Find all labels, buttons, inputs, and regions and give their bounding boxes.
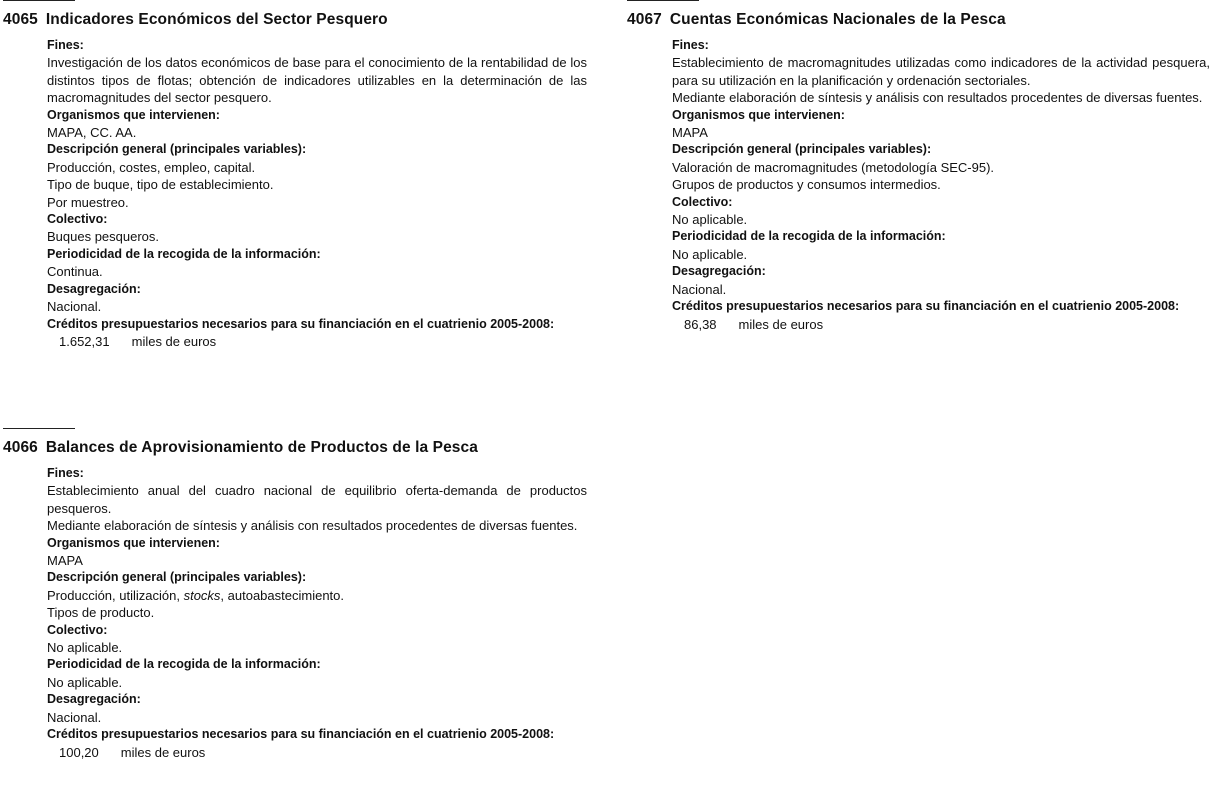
fines-label: Fines:	[47, 38, 84, 52]
periodicidad-label: Periodicidad de la recogida de la información:	[47, 246, 321, 261]
entry-body	[47, 465, 587, 761]
colectivo-text: No aplicable.	[672, 212, 748, 228]
fines-text: Investigación de los datos económicos de base para el conocimiento de la rentabilidad de los distintos tipos de flotas; obtención de indicadores utilizables en la determinación de las macromagnitudes del sector pesquero.	[47, 55, 587, 106]
budget-amount: 86,38	[684, 316, 717, 332]
colectivo-text: No aplicable.	[47, 640, 123, 656]
organismos-text: MAPA, CC. AA.	[47, 125, 137, 141]
entry-title-text: Cuentas Económicas Nacionales de la Pesca	[669, 11, 1006, 28]
colectivo-label: Colectivo:	[47, 212, 108, 227]
desagregacion-label: Desagregación:	[47, 692, 141, 707]
periodicidad-label: Periodicidad de la recogida de la información:	[47, 657, 321, 672]
colectivo-label: Colectivo:	[47, 622, 108, 637]
colectivo-label: Colectivo:	[672, 194, 733, 209]
descripcion-text: Producción, costes, empleo, capital.	[47, 159, 256, 175]
colectivo-text: Buques pesqueros.	[47, 229, 160, 245]
fines-label: Fines:	[672, 38, 709, 52]
budget-unit: miles de euros	[120, 744, 206, 760]
budget-amount-line	[672, 316, 1210, 333]
entry-title-text: Balances de Aprovisionamiento de Productos de la Pesca	[45, 439, 478, 456]
budget-amount: 100,20	[59, 744, 99, 760]
fines-text: Establecimiento anual del cuadro nacional de equilibrio oferta-demanda de productos pesqueros.	[47, 483, 587, 516]
descripcion-pre: Producción, utilización,	[47, 587, 184, 603]
entry-title	[3, 11, 388, 29]
desagregacion-text: Nacional.	[47, 299, 102, 315]
periodicidad-label: Periodicidad de la recogida de la información:	[672, 229, 946, 244]
descripcion-text	[47, 587, 587, 604]
descripcion-label: Descripción general (principales variables):	[47, 570, 307, 585]
fines-text: Mediante elaboración de síntesis y análisis con resultados procedentes de diversas fuentes.	[672, 90, 1203, 106]
entry-title	[627, 11, 1006, 29]
descripcion-text: Valoración de macromagnitudes (metodología SEC-95).	[672, 159, 995, 175]
entry-body	[672, 37, 1210, 333]
section-rule	[3, 428, 75, 429]
descripcion-label: Descripción general (principales variables):	[672, 142, 932, 157]
organismos-text: MAPA	[672, 125, 708, 141]
fines-text: Establecimiento de macromagnitudes utilizadas como indicadores de la actividad pesquera, para su utilización en la planificación y ordenación sectoriales.	[672, 55, 1210, 88]
entry-code: 4066	[3, 439, 38, 456]
organismos-label: Organismos que intervienen:	[47, 535, 220, 550]
organismos-label: Organismos que intervienen:	[47, 107, 220, 122]
budget-amount-line	[47, 333, 587, 350]
creditos-label: Créditos presupuestarios necesarios para su financiación en el cuatrienio 2005-2008:	[47, 316, 555, 331]
creditos-label: Créditos presupuestarios necesarios para su financiación en el cuatrienio 2005-2008:	[47, 727, 555, 742]
descripcion-text: Tipo de buque, tipo de establecimiento.	[47, 177, 274, 193]
desagregacion-label: Desagregación:	[47, 281, 141, 296]
creditos-label: Créditos presupuestarios necesarios para su financiación en el cuatrienio 2005-2008:	[672, 299, 1180, 314]
descripcion-italic: stocks	[183, 587, 221, 603]
descripcion-text: Por muestreo.	[47, 194, 129, 210]
fines-label: Fines:	[47, 466, 84, 480]
budget-amount: 1.652,31	[59, 333, 110, 349]
entry-body	[47, 37, 587, 350]
fines-text: Mediante elaboración de síntesis y análisis con resultados procedentes de diversas fuentes.	[47, 518, 578, 534]
budget-unit: miles de euros	[131, 333, 217, 349]
section-rule	[3, 0, 75, 1]
entry-code: 4067	[627, 11, 662, 28]
periodicidad-text: No aplicable.	[47, 674, 123, 690]
desagregacion-label: Desagregación:	[672, 264, 766, 279]
descripcion-text: Grupos de productos y consumos intermedios.	[672, 177, 941, 193]
desagregacion-text: Nacional.	[672, 281, 727, 297]
periodicidad-text: No aplicable.	[672, 246, 748, 262]
descripcion-label: Descripción general (principales variables):	[47, 142, 307, 157]
entry-title-text: Indicadores Económicos del Sector Pesquero	[45, 11, 388, 28]
descripcion-post: , autoabastecimiento.	[220, 587, 344, 603]
descripcion-text: Tipos de producto.	[47, 605, 155, 621]
entry-title	[3, 439, 478, 457]
organismos-text: MAPA	[47, 553, 83, 569]
periodicidad-text: Continua.	[47, 264, 103, 280]
budget-unit: miles de euros	[738, 316, 824, 332]
entry-code: 4065	[3, 11, 38, 28]
organismos-label: Organismos que intervienen:	[672, 107, 845, 122]
desagregacion-text: Nacional.	[47, 709, 102, 725]
section-rule	[627, 0, 699, 1]
budget-amount-line	[47, 744, 587, 761]
